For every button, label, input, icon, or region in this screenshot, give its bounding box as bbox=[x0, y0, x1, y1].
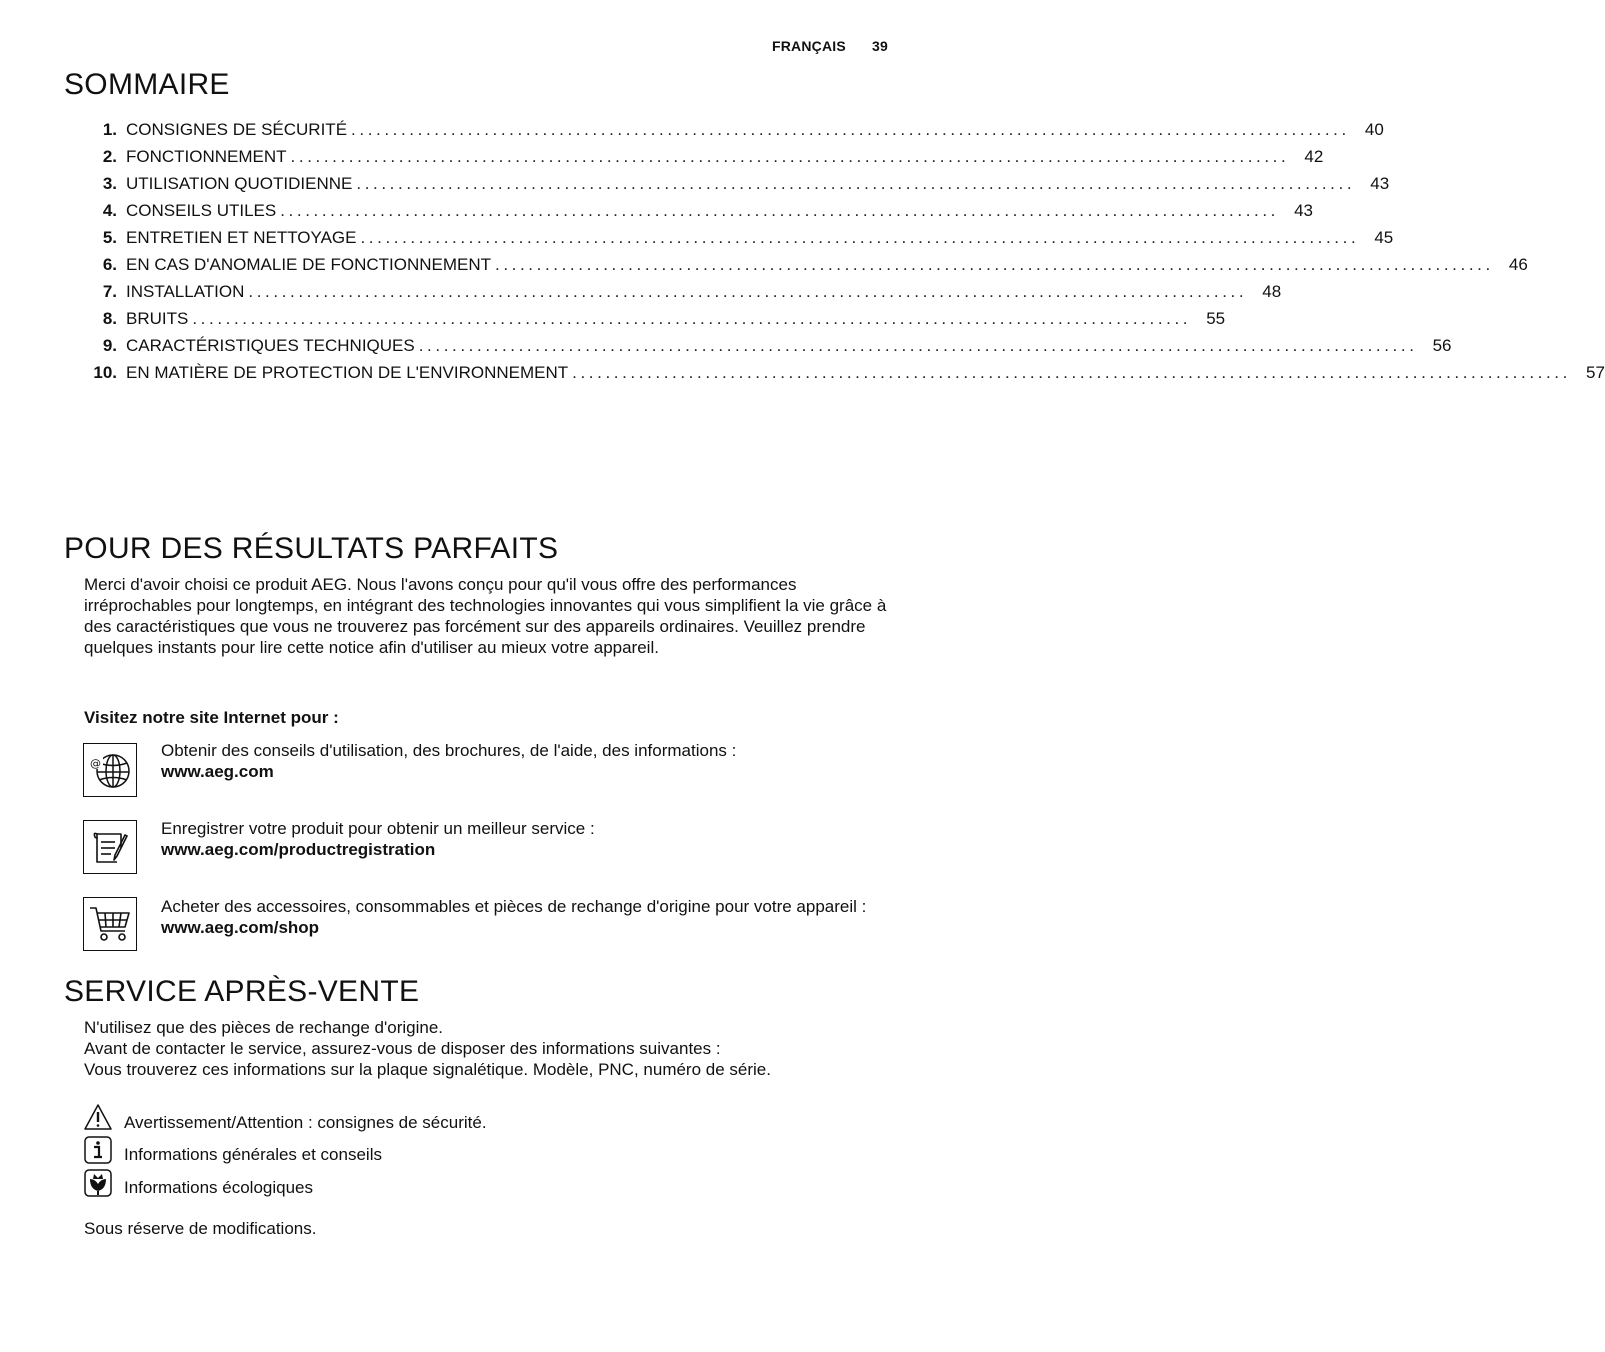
toc-row[interactable] bbox=[84, 309, 1226, 336]
toc-leader: ........................................................................................................................ bbox=[572, 363, 1571, 382]
toc-page: 43 bbox=[1294, 201, 1313, 220]
svg-text:@: @ bbox=[90, 757, 101, 770]
info-legend: Informations générales et conseils bbox=[124, 1145, 382, 1164]
toc-number: 5. bbox=[102, 228, 117, 247]
toc-title: CARACTÉRISTIQUES TECHNIQUES bbox=[126, 336, 415, 355]
toc-page: 55 bbox=[1206, 309, 1226, 328]
toc-title: ENTRETIEN ET NETTOYAGE bbox=[126, 228, 357, 247]
link-description: Acheter des accessoires, consommables et pièces de rechange d'origine pour votre appareil : bbox=[161, 897, 867, 916]
service-line: N'utilisez que des pièces de rechange d'origine. bbox=[84, 1018, 443, 1037]
language-label: FRANÇAIS bbox=[771, 38, 846, 54]
toc-title: FONCTIONNEMENT bbox=[126, 147, 287, 166]
link-url[interactable]: www.aeg.com/productregistration bbox=[161, 840, 436, 859]
toc-leader: ........................................................................................................................ bbox=[280, 201, 1279, 220]
link-block-registration bbox=[161, 818, 896, 860]
toc-number: 6. bbox=[102, 255, 117, 274]
running-header bbox=[772, 38, 888, 54]
table-of-contents bbox=[84, 120, 1605, 390]
toc-title: CONSEILS UTILES bbox=[126, 201, 277, 220]
service-paragraph bbox=[84, 1017, 896, 1080]
toc-row[interactable] bbox=[84, 120, 1384, 147]
toc-page: 56 bbox=[1432, 336, 1452, 355]
toc-page: 40 bbox=[1364, 120, 1384, 139]
toc-leader: ........................................................................................................................ bbox=[351, 120, 1350, 139]
toc-row[interactable] bbox=[84, 255, 1528, 282]
link-url[interactable]: www.aeg.com bbox=[161, 762, 274, 781]
service-heading: SERVICE APRÈS-VENTE bbox=[64, 975, 420, 1008]
service-line: Vous trouverez ces informations sur la plaque signalétique. Modèle, PNC, numéro de série. bbox=[84, 1060, 771, 1079]
toc-number: 10. bbox=[93, 363, 117, 382]
toc-row[interactable] bbox=[84, 201, 1313, 228]
toc-number: 3. bbox=[102, 174, 117, 193]
toc-page: 57 bbox=[1586, 363, 1605, 382]
footnote: Sous réserve de modifications. bbox=[84, 1219, 317, 1238]
toc-page: 42 bbox=[1304, 147, 1324, 166]
toc-leader: ........................................................................................................................ bbox=[360, 228, 1360, 247]
toc-title: UTILISATION QUOTIDIENNE bbox=[126, 174, 353, 193]
link-url[interactable]: www.aeg.com/shop bbox=[161, 918, 320, 937]
toc-row[interactable] bbox=[84, 228, 1394, 255]
link-description: Enregistrer votre produit pour obtenir un meilleur service : bbox=[161, 819, 595, 838]
toc-title: EN MATIÈRE DE PROTECTION DE L'ENVIRONNEMENT bbox=[126, 363, 569, 382]
toc-page: 48 bbox=[1262, 282, 1282, 301]
visit-label: Visitez notre site Internet pour : bbox=[84, 708, 339, 727]
toc-number: 9. bbox=[102, 336, 117, 355]
toc-heading: SOMMAIRE bbox=[64, 68, 230, 101]
link-description: Obtenir des conseils d'utilisation, des brochures, de l'aide, des informations : bbox=[161, 741, 737, 760]
toc-row[interactable] bbox=[84, 282, 1282, 309]
toc-leader: ........................................................................................................................ bbox=[356, 174, 1356, 193]
toc-number: 4. bbox=[102, 201, 117, 220]
service-line: Avant de contacter le service, assurez-vous de disposer des informations suivantes : bbox=[84, 1039, 721, 1058]
toc-row[interactable] bbox=[84, 174, 1390, 201]
intro-paragraph: Merci d'avoir choisi ce produit AEG. Nous l'avons conçu pour qu'il vous offre des performances irréprochables pour longtemps, en intégrant des technologies innovantes qui vous simplifient la vie grâce à des caractéristiques que vous ne trouverez pas forcément sur des appareils ordinaires. Veuillez prendre quelques instants pour lire cette notice afin d'utiliser au mieux votre appareil. bbox=[84, 575, 887, 657]
toc-title: INSTALLATION bbox=[126, 282, 245, 301]
toc-leader: ........................................................................................................................ bbox=[192, 309, 1192, 328]
toc-page: 45 bbox=[1374, 228, 1394, 247]
toc-leader: ........................................................................................................................ bbox=[290, 147, 1290, 166]
toc-row[interactable] bbox=[84, 336, 1452, 363]
toc-number: 7. bbox=[102, 282, 117, 301]
link-block-info bbox=[161, 740, 896, 782]
toc-number: 2. bbox=[102, 147, 117, 166]
toc-title: BRUITS bbox=[126, 309, 189, 328]
eco-icon bbox=[84, 1169, 112, 1197]
info-icon bbox=[84, 1136, 112, 1164]
warning-legend: Avertissement/Attention : consignes de sécurité. bbox=[124, 1113, 487, 1132]
toc-row[interactable] bbox=[84, 363, 1605, 390]
link-block-shop bbox=[161, 896, 896, 938]
page-number: 39 bbox=[872, 38, 888, 54]
toc-number: 8. bbox=[102, 309, 117, 328]
toc-number: 1. bbox=[102, 120, 117, 139]
toc-page: 46 bbox=[1508, 255, 1528, 274]
toc-title: EN CAS D'ANOMALIE DE FONCTIONNEMENT bbox=[126, 255, 492, 274]
toc-leader: ........................................................................................................................ bbox=[495, 255, 1494, 274]
warning-icon bbox=[84, 1103, 112, 1131]
toc-title: CONSIGNES DE SÉCURITÉ bbox=[126, 120, 348, 139]
globe-icon bbox=[83, 743, 137, 797]
toc-leader: ........................................................................................................................ bbox=[248, 282, 1248, 301]
toc-leader: ........................................................................................................................ bbox=[418, 336, 1418, 355]
toc-page: 43 bbox=[1370, 174, 1390, 193]
results-heading: POUR DES RÉSULTATS PARFAITS bbox=[64, 532, 559, 565]
toc-row[interactable] bbox=[84, 147, 1324, 174]
registration-icon bbox=[83, 820, 137, 874]
eco-legend: Informations écologiques bbox=[124, 1178, 314, 1197]
shopping-cart-icon bbox=[83, 897, 137, 951]
